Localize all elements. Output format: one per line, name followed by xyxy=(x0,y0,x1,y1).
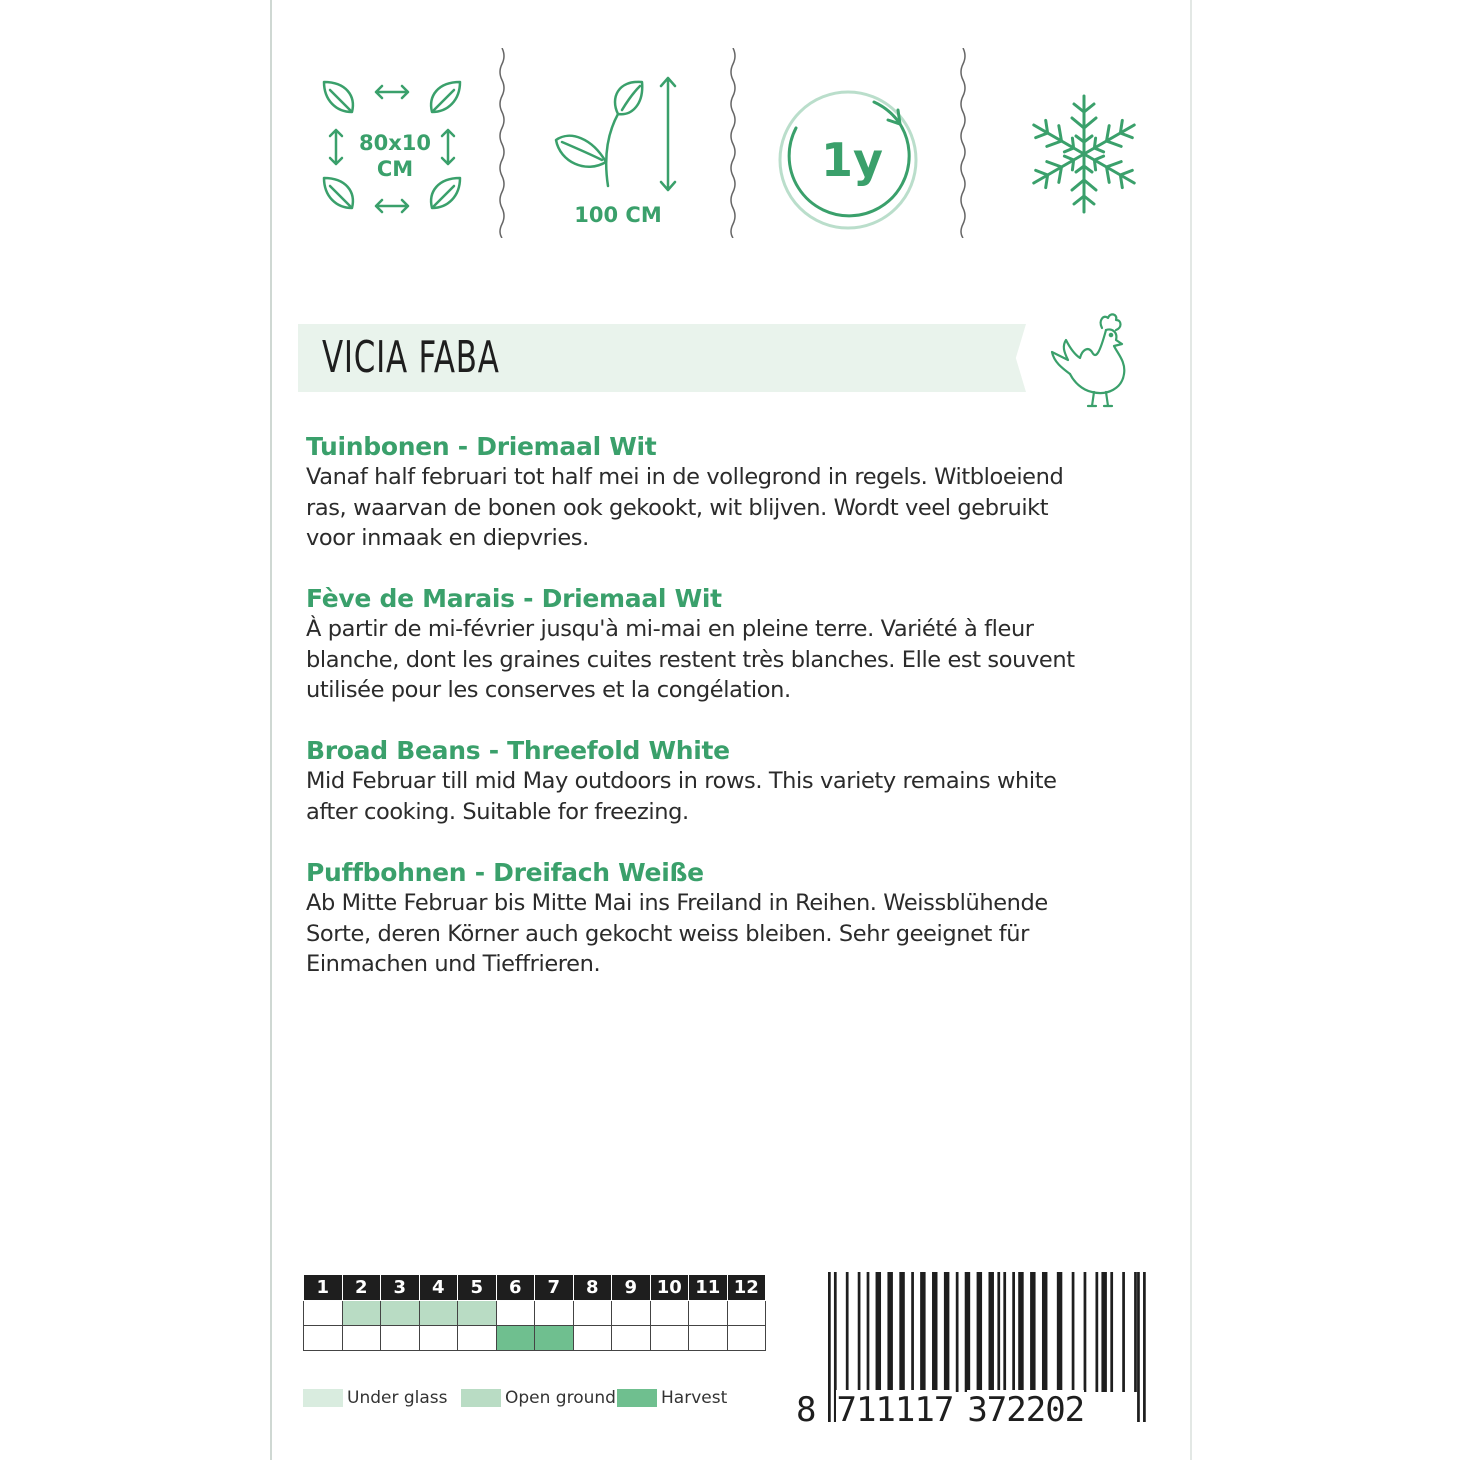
calendar-open-ground-row xyxy=(304,1301,766,1326)
calendar-cell-month-8 xyxy=(573,1326,612,1351)
description-line: voor inmaak en diepvries. xyxy=(306,525,589,551)
calendar-cell-month-1 xyxy=(304,1301,343,1326)
sowing-calendar xyxy=(303,1274,766,1351)
legend-label: Under glass xyxy=(347,1388,448,1408)
month-header: 1 xyxy=(304,1275,343,1301)
barcode-bar xyxy=(899,1272,904,1392)
calendar-cell-month-2 xyxy=(342,1326,381,1351)
barcode-bar xyxy=(1018,1272,1023,1392)
description-line: ras, waarvan de bonen ook gekookt, wit blijven. Wordt veel gebruikt xyxy=(306,494,1049,521)
barcode-bar xyxy=(932,1272,937,1392)
description-title: Tuinbonen - Driemaal Wit xyxy=(306,432,657,461)
calendar-cell-month-3 xyxy=(381,1301,420,1326)
legend-swatch xyxy=(461,1389,501,1407)
barcode-number xyxy=(796,1390,1084,1430)
month-header: 8 xyxy=(573,1275,612,1301)
barcode-bar xyxy=(876,1272,881,1392)
barcode-digits-left: 711117 xyxy=(836,1390,954,1430)
barcode-bar xyxy=(1122,1272,1125,1392)
barcode-digits-right: 372202 xyxy=(967,1390,1085,1430)
height-label: 100 CM xyxy=(574,203,662,227)
frost-hardy-snowflake-icon xyxy=(1024,90,1144,218)
description-line: Vanaf half februari tot half mei in de vollegrond in regels. Witbloeiend xyxy=(306,464,1064,490)
calendar-cell-month-5 xyxy=(458,1301,497,1326)
description-line: Sorte, deren Körner auch gekocht weiss bleiben. Sehr geeignet für xyxy=(306,920,1029,947)
calendar-cell-month-6 xyxy=(496,1326,535,1351)
separator xyxy=(728,48,738,238)
calendar-cell-month-9 xyxy=(612,1301,651,1326)
barcode-bar xyxy=(988,1272,993,1392)
legend-under-glass xyxy=(303,1386,448,1410)
barcode-bar xyxy=(1030,1272,1035,1392)
barcode-bar xyxy=(920,1272,925,1392)
calendar-cell-month-9 xyxy=(612,1326,651,1351)
latin-name: VICIA FABA xyxy=(322,332,500,383)
barcode-bar xyxy=(1072,1272,1075,1392)
barcode-bar xyxy=(1137,1272,1140,1422)
month-header: 9 xyxy=(612,1275,651,1301)
calendar-cell-month-8 xyxy=(573,1301,612,1326)
barcode-bar xyxy=(1003,1272,1006,1392)
calendar-cell-month-6 xyxy=(496,1301,535,1326)
barcode-bar xyxy=(867,1272,870,1392)
description-en xyxy=(306,736,1136,827)
month-header: 4 xyxy=(419,1275,458,1301)
calendar-cell-month-10 xyxy=(650,1326,689,1351)
barcode-bar xyxy=(977,1272,982,1392)
barcode-bar xyxy=(1143,1272,1146,1422)
description-line: À partir de mi-février jusqu'à mi-mai en pleine terre. Variété à fleur xyxy=(306,616,1034,642)
description-title: Fève de Marais - Driemaal Wit xyxy=(306,584,722,613)
spacing-label: 80x10 xyxy=(359,131,431,155)
calendar-cell-month-7 xyxy=(535,1301,574,1326)
month-header: 3 xyxy=(381,1275,420,1301)
calendar-cell-month-5 xyxy=(458,1326,497,1351)
rooster-icon xyxy=(1048,310,1134,410)
legend-swatch xyxy=(303,1389,343,1407)
barcode-bar xyxy=(1101,1272,1106,1392)
description-line: blanche, dont les graines cuites restent très blanches. Elle est souvent xyxy=(306,646,1075,673)
legend-harvest xyxy=(617,1386,727,1410)
calendar-cell-month-12 xyxy=(727,1326,766,1351)
calendar-cell-month-2 xyxy=(342,1301,381,1326)
spacing-unit-label: CM xyxy=(376,157,414,181)
separator xyxy=(958,48,968,238)
barcode-bar xyxy=(965,1272,970,1392)
legend-label: Harvest xyxy=(661,1388,728,1408)
calendar-month-row xyxy=(304,1275,766,1301)
barcode-bar xyxy=(887,1272,892,1392)
description-de xyxy=(306,858,1136,980)
barcode-bar xyxy=(1134,1272,1137,1392)
barcode-bar xyxy=(911,1272,914,1392)
calendar-cell-month-12 xyxy=(727,1301,766,1326)
barcode-bar xyxy=(1012,1272,1015,1392)
calendar-cell-month-4 xyxy=(419,1301,458,1326)
month-header: 6 xyxy=(496,1275,535,1301)
description-title: Broad Beans - Threefold White xyxy=(306,736,730,765)
barcode-digit-prefix: 8 xyxy=(796,1390,817,1430)
barcode-bar xyxy=(944,1272,949,1392)
description-line: Ab Mitte Februar bis Mitte Mai ins Freiland in Reihen. Weissblühende xyxy=(306,890,1048,916)
calendar-cell-month-1 xyxy=(304,1326,343,1351)
barcode-bar xyxy=(1057,1272,1062,1392)
month-header: 12 xyxy=(727,1275,766,1301)
calendar-cell-month-4 xyxy=(419,1326,458,1351)
month-header: 10 xyxy=(650,1275,689,1301)
plant-height-icon xyxy=(548,70,688,200)
calendar-cell-month-7 xyxy=(535,1326,574,1351)
calendar-cell-month-3 xyxy=(381,1326,420,1351)
month-header: 7 xyxy=(535,1275,574,1301)
calendar-table xyxy=(303,1274,766,1351)
legend-label: Open ground xyxy=(505,1388,616,1408)
description-line: Mid Februar till mid May outdoors in rows. This variety remains white xyxy=(306,768,1057,794)
barcode-bar xyxy=(997,1272,1000,1392)
description-line: Einmachen und Tieffrieren. xyxy=(306,951,601,977)
legend-swatch xyxy=(617,1389,657,1407)
separator xyxy=(497,48,507,238)
calendar-cell-month-10 xyxy=(650,1301,689,1326)
description-line: utilisée pour les conserves et la congélation. xyxy=(306,677,791,703)
calendar-cell-month-11 xyxy=(689,1301,728,1326)
annual-cycle-label: 1y xyxy=(821,133,883,187)
barcode-bar xyxy=(1095,1272,1098,1392)
barcode-bar xyxy=(1110,1272,1113,1392)
barcode-bar xyxy=(956,1272,959,1392)
month-header: 5 xyxy=(458,1275,497,1301)
legend-open-ground xyxy=(461,1386,616,1410)
barcode-bar xyxy=(1084,1272,1087,1392)
description-line: after cooking. Suitable for freezing. xyxy=(306,798,689,825)
barcode-bar xyxy=(846,1272,849,1392)
barcode-bar xyxy=(858,1272,861,1392)
barcode-bar xyxy=(1042,1272,1047,1392)
description-fr xyxy=(306,584,1136,706)
month-header: 2 xyxy=(342,1275,381,1301)
calendar-harvest-row xyxy=(304,1326,766,1351)
description-title: Puffbohnen - Dreifach Weiße xyxy=(306,858,704,887)
calendar-cell-month-11 xyxy=(689,1326,728,1351)
month-header: 11 xyxy=(689,1275,728,1301)
description-nl xyxy=(306,432,1136,554)
